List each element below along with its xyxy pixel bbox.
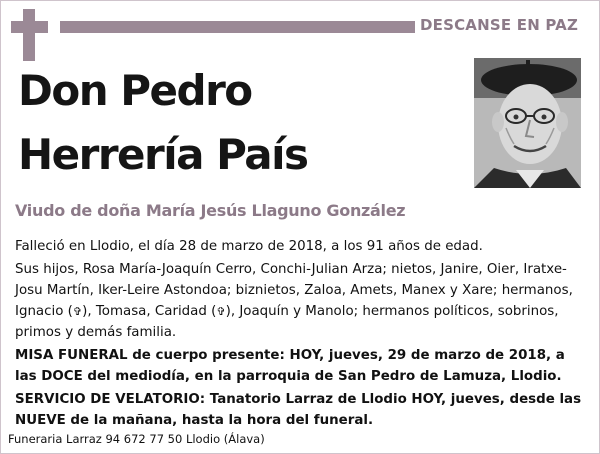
funeral-mass xyxy=(15,345,585,387)
widow-line: Viudo de doña María Jesús Llaguno González xyxy=(15,201,406,220)
death-notice: Falleció en Llodio, el día 28 de marzo de 2018, a los 91 años de edad. xyxy=(15,239,483,254)
family-text-1: Sus hijos, Rosa María-Joaquín Cerro, Conchi-Julian Arza; nietos, Janire, Oier, Iratxe-Josu Martín, Iker-Leire Astondoa; biznietos, Zaloa, Amets, Manex y Xare; hermanos, Ignacio ( xyxy=(15,262,573,319)
deceased-name-line1: Don Pedro xyxy=(18,66,252,115)
wake-service xyxy=(15,389,585,431)
cross-icon: ✞ xyxy=(216,305,226,318)
funeral-home-footer: Funeraria Larraz 94 672 77 50 Llodio (Álava) xyxy=(8,432,265,446)
portrait-photo xyxy=(474,58,581,188)
header-rule xyxy=(60,21,415,33)
family-text-3: ), Joaquín y Manolo; hermanos políticos, sobrinos, primos y demás familia. xyxy=(15,304,559,340)
cross-icon: ✞ xyxy=(72,305,83,318)
family-list xyxy=(15,259,585,343)
family-text-2: ), Tomasa, Caridad ( xyxy=(82,304,217,319)
portrait-illustration xyxy=(474,58,581,188)
deceased-name-line2: Herrería País xyxy=(18,130,308,179)
funeral-mass-text: MISA FUNERAL de cuerpo presente: HOY, jueves, 29 de marzo de 2018, a las DOCE del mediodía, en la parroquia de San Pedro de Lamuza, Llodio. xyxy=(15,348,565,384)
notice-body xyxy=(15,236,585,431)
header-label: DESCANSE EN PAZ xyxy=(420,16,579,34)
wake-service-text: SERVICIO DE VELATORIO: Tanatorio Larraz de Llodio HOY, jueves, desde las NUEVE de la mañana, hasta la hora del funeral. xyxy=(15,392,582,428)
